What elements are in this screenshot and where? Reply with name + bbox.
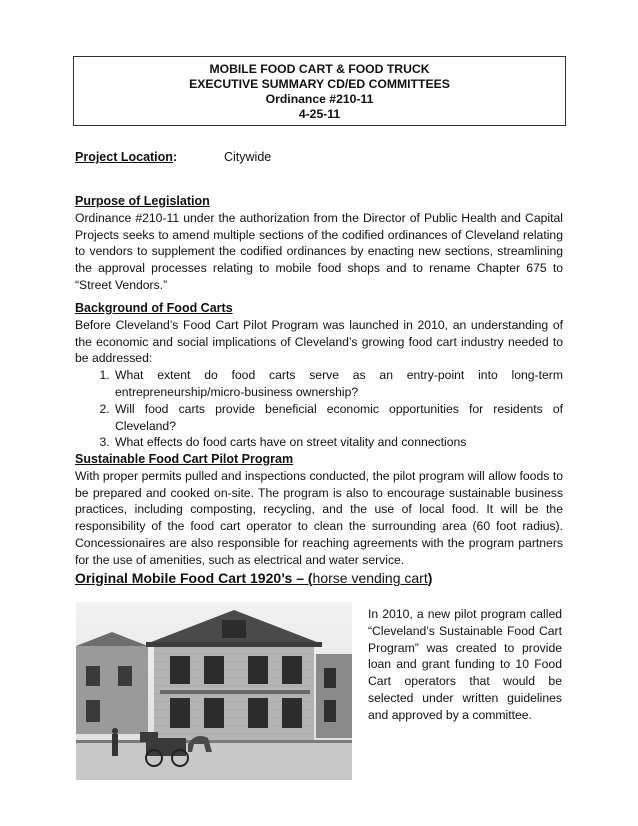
title-box	[73, 56, 566, 126]
project-location-colon: :	[172, 150, 178, 164]
original-cart-heading	[75, 570, 432, 586]
background-questions	[75, 367, 563, 451]
project-location-value: Citywide	[224, 150, 272, 164]
purpose-heading: Purpose of Legislation	[75, 194, 210, 208]
list-item: 3. What effects do food carts have on street vitality and connections	[113, 434, 563, 451]
original-cart-subtitle: horse vending cart	[312, 570, 428, 586]
background-section	[75, 300, 563, 451]
list-item: 1. What extent do food carts serve as an entry-point into long-term entrepreneurship/micro-business ownership?	[113, 367, 563, 401]
pilot-program-description: In 2010, a new pilot program called “Cleveland’s Sustainable Food Cart Program” was created to provide loan and grant funding to 10 Food Cart operators that would be selected under written guidelines and approved by a committee.	[368, 607, 562, 722]
title-line-2: EXECUTIVE SUMMARY CD/ED COMMITTEES	[189, 77, 450, 91]
title-line-1: MOBILE FOOD CART & FOOD TRUCK	[209, 62, 430, 76]
pilot-text: With proper permits pulled and inspections conducted, the pilot program will allow foods to be prepared and cooked on-site. The program is also to encourage sustainable business practices, including composting, recycling, and the use of local food. It will be the responsibility of the food cart operator to clean the surrounding area (60 foot radius). Concessionaires are also responsible for reaching agreements with the program partners for the use of amenities, such as electrical and water service.	[75, 468, 563, 567]
historic-photo	[76, 602, 352, 780]
background-text: Before Cleveland’s Food Cart Pilot Program was launched in 2010, an understanding of the economic and social implications of Cleveland’s growing food cart industry needed to be addressed:	[75, 317, 563, 366]
list-item: 2. Will food carts provide beneficial economic opportunities for residents of Cleveland?	[113, 401, 563, 435]
project-location	[75, 150, 272, 164]
purpose-text: Ordinance #210-11 under the authorization from the Director of Public Health and Capital Projects seeks to amend multiple sections of the codified ordinances of Cleveland relating to vendors to supplement the codified ordinances by enacting new sections, streamlining the approval processes relating to mobile food shops and to rename Chapter 675 to “Street Vendors.”	[75, 210, 563, 292]
pilot-heading: Sustainable Food Cart Pilot Program	[75, 452, 294, 466]
original-cart-close: )	[427, 570, 433, 586]
background-heading: Background of Food Carts	[75, 301, 233, 315]
ordinance-number: Ordinance #210-11	[265, 92, 374, 106]
pilot-section	[75, 451, 563, 569]
purpose-section	[75, 193, 563, 294]
original-cart-title: Original Mobile Food Cart 1920’s – (	[75, 570, 313, 586]
document-date: 4-25-11	[298, 107, 341, 121]
project-location-label: Project Location	[75, 150, 173, 164]
